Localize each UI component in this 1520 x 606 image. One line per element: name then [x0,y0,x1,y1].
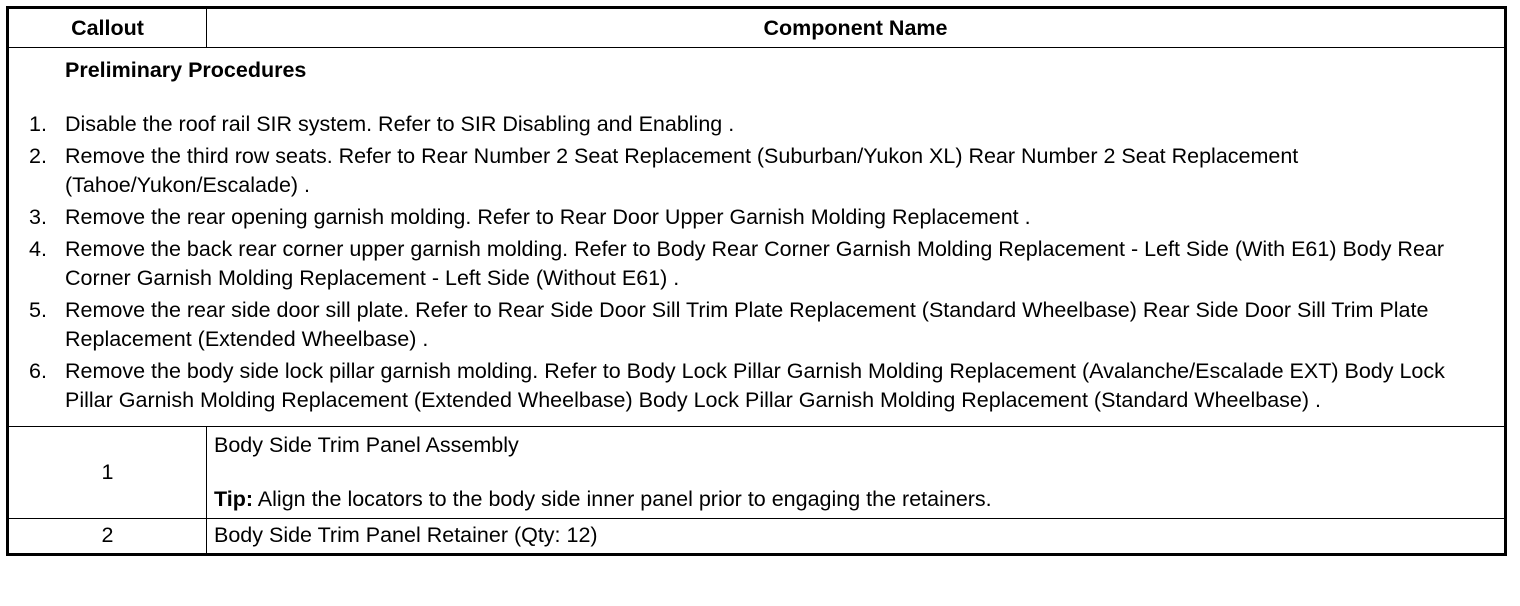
step-number: 2. [29,144,47,168]
callout-number: 1 [8,427,207,519]
preliminary-cell [8,48,1506,427]
step-item [29,296,1492,354]
step-number: 4. [29,237,47,261]
callout-header: Callout [8,8,207,48]
table-row [8,427,1506,519]
step-text: Disable the roof rail SIR system. Refer to SIR Disabling and Enabling . [65,112,735,136]
component-name: Body Side Trim Panel Assembly [214,433,519,457]
step-number: 3. [29,205,47,229]
tip-label: Tip: [214,487,254,511]
step-item [29,142,1492,200]
preliminary-row [8,48,1506,427]
step-text: Remove the body side lock pillar garnish molding. Refer to Body Lock Pillar Garnish Molding Replacement (Avalanche/Escalade EXT) Body Lock Pillar Garnish Molding Replacement (Extended Wheelbase) Body Lock Pillar Garnish Molding Replacement (Standard Wheelbase) . [65,359,1445,412]
table-row [8,519,1506,555]
header-row [8,8,1506,48]
step-item [29,110,1492,139]
step-text: Remove the rear opening garnish molding. Refer to Rear Door Upper Garnish Molding Replacement . [65,205,1031,229]
procedure-table [6,6,1507,556]
step-text: Remove the back rear corner upper garnish molding. Refer to Body Rear Corner Garnish Molding Replacement - Left Side (With E61) Body Rear Corner Garnish Molding Replacement - Left Side (Without E61) . [65,237,1445,290]
component-cell [207,427,1506,519]
step-text: Remove the third row seats. Refer to Rear Number 2 Seat Replacement (Suburban/Yukon XL) Rear Number 2 Seat Replacement (Tahoe/Yukon/Escalade) . [65,144,1299,197]
component-name-header: Component Name [207,8,1506,48]
step-item [29,235,1492,293]
tip-line [214,485,1496,514]
step-number: 6. [29,359,47,383]
component-name: Body Side Trim Panel Retainer (Qty: 12) [207,519,1506,555]
step-number: 1. [29,112,47,136]
step-number: 5. [29,298,47,322]
callout-number: 2 [8,519,207,555]
tip-text: Align the locators to the body side inner panel prior to engaging the retainers. [253,487,992,511]
preliminary-steps [29,110,1492,415]
preliminary-title: Preliminary Procedures [65,58,307,82]
step-item [29,203,1492,232]
step-item [29,357,1492,415]
step-text: Remove the rear side door sill plate. Refer to Rear Side Door Sill Trim Plate Replacement (Standard Wheelbase) Rear Side Door Sill Trim Plate Replacement (Extended Wheelbase) . [65,298,1429,351]
